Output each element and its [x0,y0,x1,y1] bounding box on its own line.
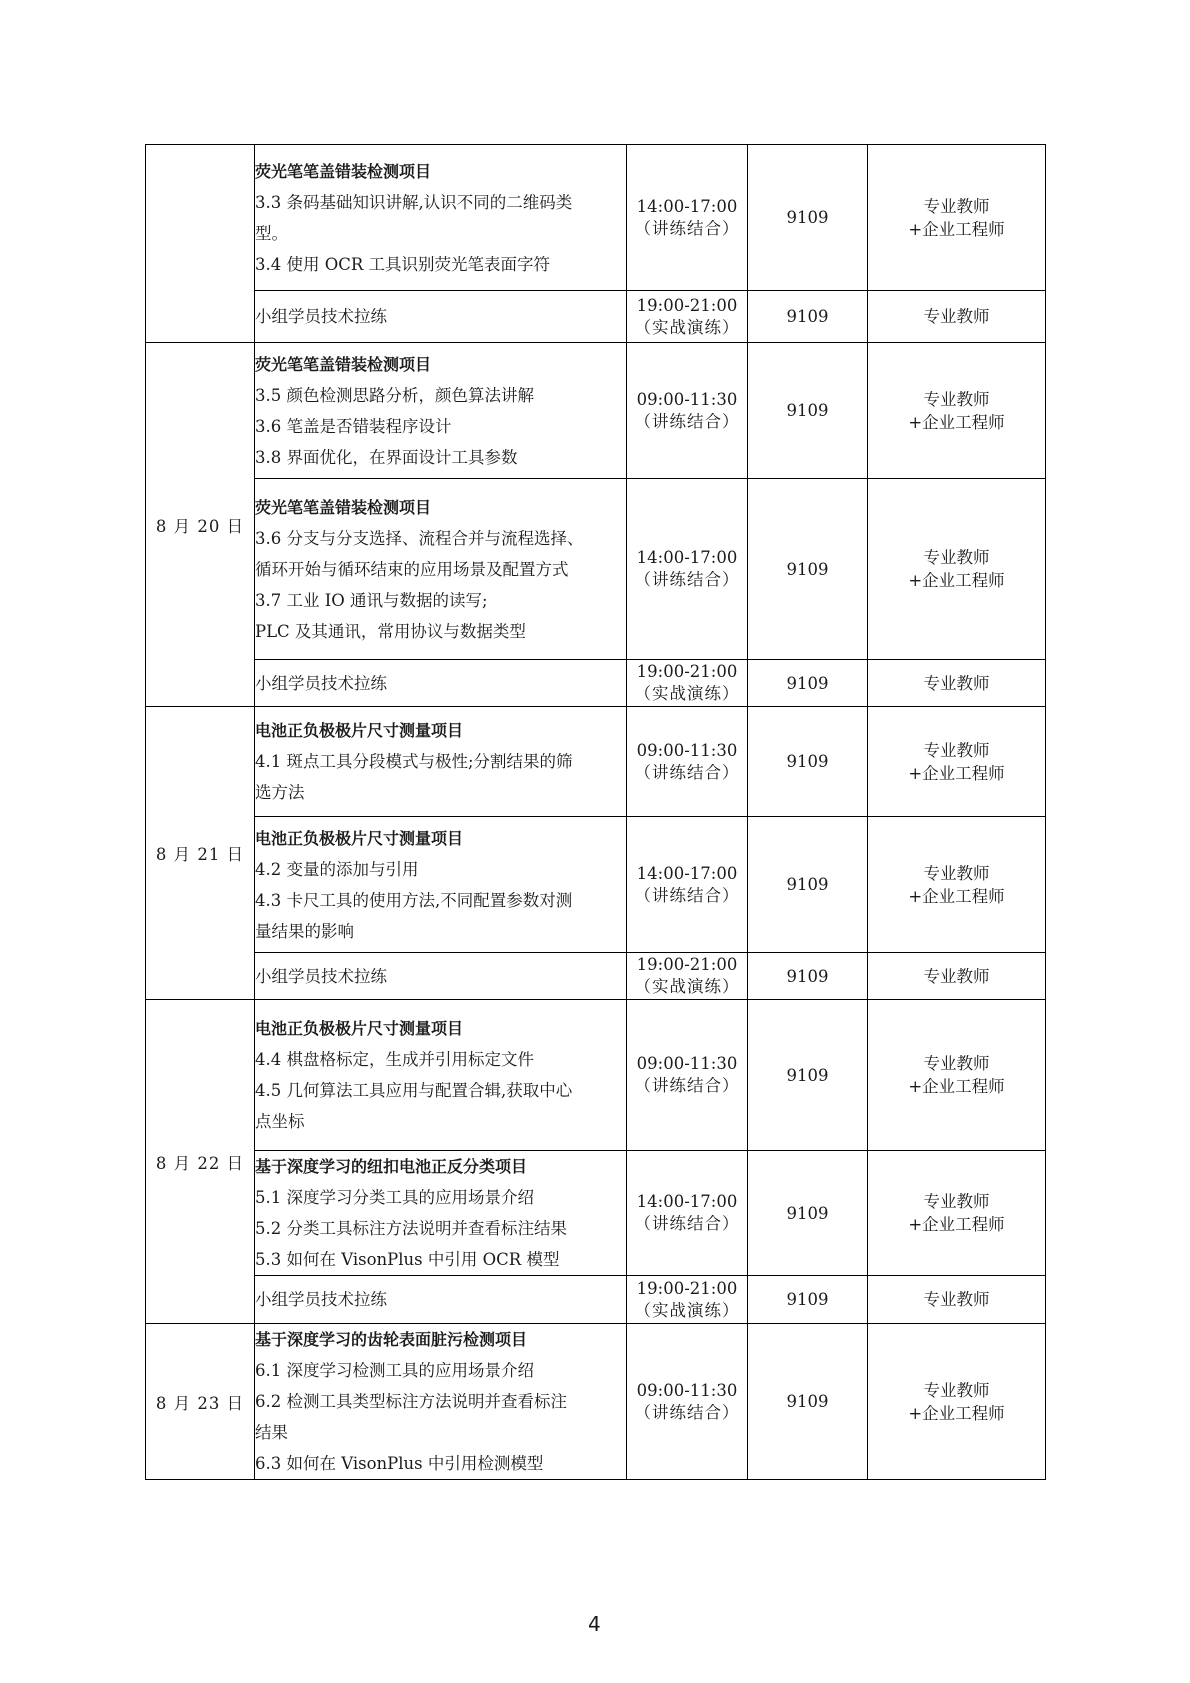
table-row [146,707,1046,817]
session-line: 循环开始与循环结束的应用场景及配置方式 [255,559,569,579]
time-cell [627,953,748,1000]
time-cell [627,1151,748,1276]
session-title: 荧光笔笔盖错装检测项目 [255,161,432,181]
time-cell [627,707,748,817]
table-row [146,660,1046,707]
teacher-line: +企业工程师 [908,886,1005,906]
session-title: 电池正负极极片尺寸测量项目 [255,1019,464,1038]
session-line: 小组学员技术拉练 [255,1290,387,1309]
session-line: 4.4 棋盘格标定，生成并引用标定文件 [255,1050,534,1069]
time-range: 09:00-11:30 [636,1380,738,1400]
session-title: 电池正负极极片尺寸测量项目 [255,721,464,740]
teacher-line: +企业工程师 [908,412,1005,432]
room-cell: 9109 [748,1324,868,1480]
session-mode: （讲练结合） [634,1402,740,1422]
session-title: 基于深度学习的纽扣电池正反分类项目 [255,1157,528,1176]
table-row [146,1000,1046,1151]
session-line: 小组学员技术拉练 [255,307,387,326]
time-cell [627,479,748,660]
room-cell: 9109 [748,707,868,817]
table-row [146,817,1046,953]
time-range: 14:00-17:00 [636,548,738,567]
session-line: 3.5 颜色检测思路分析，颜色算法讲解 [255,385,534,405]
session-title: 基于深度学习的齿轮表面脏污检测项目 [255,1330,528,1349]
date-cell: 8 月 22 日 [146,1000,255,1324]
teacher-line: 专业教师 [923,1192,990,1211]
session-line: 6.3 如何在 VisonPlus 中引用检测模型 [255,1454,544,1473]
room-cell: 9109 [748,1276,868,1324]
session-mode: （讲练结合） [634,762,740,782]
session-line: PLC 及其通讯，常用协议与数据类型 [255,621,526,641]
session-line: 3.6 分支与分支选择、流程合并与流程选择、 [255,528,584,548]
teacher-line: 专业教师 [923,966,990,986]
date-cell [146,145,255,343]
time-range: 09:00-11:30 [636,1054,738,1073]
teacher-line: 专业教师 [923,1290,990,1309]
schedule-table [145,144,1046,1480]
table-row [146,479,1046,660]
session-line: 4.2 变量的添加与引用 [255,859,419,879]
teacher-line: +企业工程师 [908,763,1005,783]
teacher-cell [868,817,1046,953]
time-cell [627,1324,748,1480]
teacher-cell [868,1276,1046,1324]
date-cell: 8 月 23 日 [146,1324,255,1480]
session-line: 5.1 深度学习分类工具的应用场景介绍 [255,1188,534,1207]
content-cell [255,953,627,1000]
time-cell [627,291,748,343]
room-cell: 9109 [748,660,868,707]
time-cell [627,660,748,707]
session-line: 3.4 使用 OCR 工具识别荧光笔表面字符 [255,254,551,274]
session-line: 结果 [255,1423,288,1442]
session-line: 选方法 [255,783,305,802]
session-line: 6.1 深度学习检测工具的应用场景介绍 [255,1361,534,1380]
session-line: 3.6 笔盖是否错装程序设计 [255,416,452,436]
teacher-line: 专业教师 [923,863,990,883]
session-mode: （实战演练） [634,317,740,337]
session-line: 3.3 条码基础知识讲解,认识不同的二维码类 [255,192,573,212]
content-cell [255,145,627,291]
teacher-cell [868,343,1046,479]
time-cell [627,343,748,479]
table-row [146,343,1046,479]
date-cell: 8 月 21 日 [146,707,255,1000]
room-cell: 9109 [748,479,868,660]
teacher-line: 专业教师 [923,307,990,326]
time-range: 19:00-21:00 [636,955,738,974]
time-cell [627,1000,748,1151]
content-cell [255,1276,627,1324]
teacher-cell [868,1324,1046,1480]
teacher-cell [868,1151,1046,1276]
session-mode: （讲练结合） [634,218,740,238]
content-cell [255,291,627,343]
room-cell: 9109 [748,953,868,1000]
session-line: 4.3 卡尺工具的使用方法,不同配置参数对测 [255,890,573,910]
session-mode: （讲练结合） [634,570,740,589]
session-mode: （实战演练） [634,977,740,996]
time-range: 14:00-17:00 [636,196,738,216]
teacher-line: +企业工程师 [908,571,1005,590]
content-cell [255,660,627,707]
teacher-cell [868,707,1046,817]
teacher-line: +企业工程师 [908,1403,1005,1423]
time-range: 09:00-11:30 [636,389,738,409]
teacher-cell [868,291,1046,343]
session-line: 6.2 检测工具类型标注方法说明并查看标注 [255,1392,567,1411]
teacher-line: 专业教师 [923,1054,990,1073]
session-line: 4.5 几何算法工具应用与配置合辑,获取中心 [255,1081,573,1100]
time-range: 09:00-11:30 [636,740,738,760]
teacher-cell [868,660,1046,707]
session-line: 5.3 如何在 VisonPlus 中引用 OCR 模型 [255,1250,560,1269]
teacher-cell [868,953,1046,1000]
teacher-line: 专业教师 [923,196,990,216]
room-cell: 9109 [748,1000,868,1151]
content-cell [255,479,627,660]
content-cell [255,343,627,479]
time-range: 14:00-17:00 [636,863,738,883]
room-cell: 9109 [748,145,868,291]
teacher-cell [868,145,1046,291]
teacher-line: +企业工程师 [908,219,1005,239]
teacher-line: 专业教师 [923,673,990,693]
content-cell [255,1000,627,1151]
time-cell [627,817,748,953]
session-line: 量结果的影响 [255,921,354,941]
teacher-cell [868,479,1046,660]
time-range: 19:00-21:00 [636,1278,738,1298]
session-title: 电池正负极极片尺寸测量项目 [255,828,464,848]
session-title: 荧光笔笔盖错装检测项目 [255,354,432,374]
room-cell: 9109 [748,343,868,479]
teacher-line: 专业教师 [923,1380,990,1400]
teacher-line: +企业工程师 [908,1077,1005,1096]
time-range: 19:00-21:00 [636,295,738,315]
session-mode: （实战演练） [634,684,740,703]
table-row [146,1276,1046,1324]
room-cell: 9109 [748,291,868,343]
session-mode: （讲练结合） [634,1214,740,1233]
table-row [146,1151,1046,1276]
content-cell [255,1324,627,1480]
teacher-line: 专业教师 [923,389,990,409]
table-row [146,1324,1046,1480]
content-cell [255,1151,627,1276]
session-line: 小组学员技术拉练 [255,966,387,986]
time-cell [627,145,748,291]
room-cell: 9109 [748,1151,868,1276]
session-line: 5.2 分类工具标注方法说明并查看标注结果 [255,1219,567,1238]
session-line: 3.7 工业 IO 通讯与数据的读写; [255,590,488,610]
teacher-cell [868,1000,1046,1151]
session-line: 4.1 斑点工具分段模式与极性;分割结果的筛 [255,752,573,771]
content-cell [255,707,627,817]
date-cell: 8 月 20 日 [146,343,255,707]
teacher-line: +企业工程师 [908,1215,1005,1234]
time-cell [627,1276,748,1324]
teacher-line: 专业教师 [923,548,990,567]
session-line: 型。 [255,223,288,243]
session-line: 小组学员技术拉练 [255,673,387,693]
session-title: 荧光笔笔盖错装检测项目 [255,497,432,517]
table-row [146,953,1046,1000]
session-mode: （讲练结合） [634,411,740,431]
session-mode: （讲练结合） [634,1076,740,1095]
room-cell: 9109 [748,817,868,953]
session-line: 点坐标 [255,1112,305,1131]
page-number: 4 [588,1612,601,1636]
table-row [146,145,1046,291]
session-mode: （实战演练） [634,1300,740,1320]
session-line: 3.8 界面优化，在界面设计工具参数 [255,447,518,467]
content-cell [255,817,627,953]
time-range: 19:00-21:00 [636,662,738,681]
time-range: 14:00-17:00 [636,1192,738,1211]
session-mode: （讲练结合） [634,885,740,905]
table-row [146,291,1046,343]
teacher-line: 专业教师 [923,740,990,760]
